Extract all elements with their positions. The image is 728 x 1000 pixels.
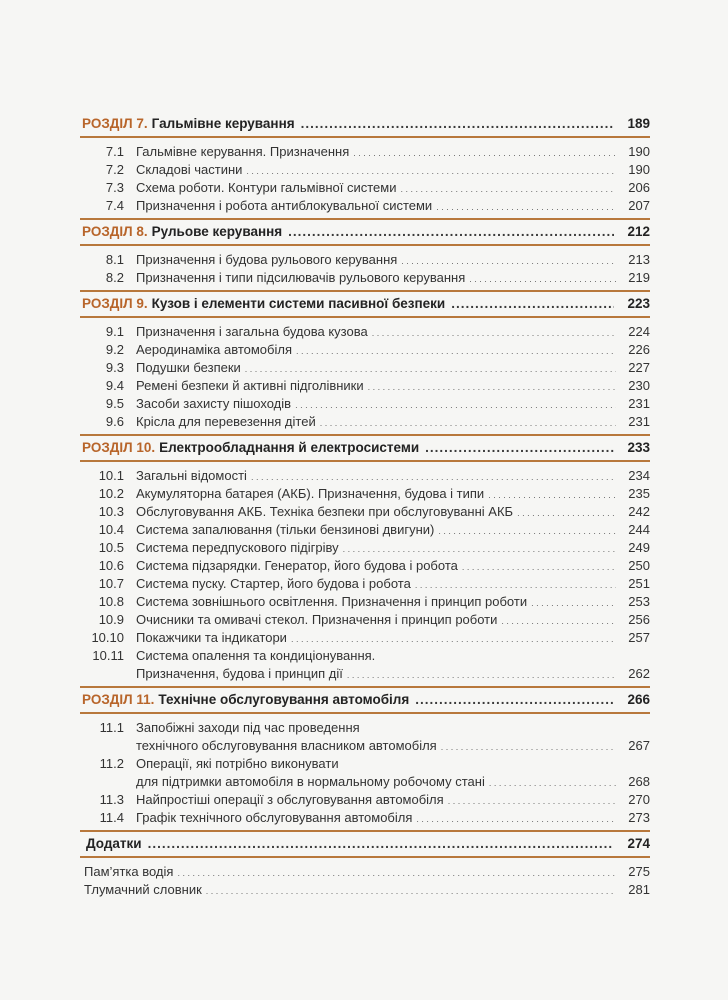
subsection-entry[interactable] [80, 629, 650, 647]
subsection-title: Система зовнішнього освітлення. Призначення і принцип роботи [136, 594, 528, 609]
subsection-title: Ремені безпеки й активні підголівники [136, 378, 364, 393]
dot-leader [501, 612, 616, 630]
subsection-number: 9.1 [105, 324, 124, 339]
appendix-entry-title: Пам’ятка водія [84, 864, 174, 879]
dot-leader [353, 144, 616, 162]
dot-leader [401, 252, 616, 270]
subsection-title: Крісла для перевезення дітей [136, 414, 316, 429]
dot-leader [488, 486, 616, 504]
section-page-number: 266 [627, 692, 650, 707]
subsection-title: Система запалювання (тільки бензинові двигуни) [136, 522, 435, 537]
subsection-page-number: 230 [628, 378, 650, 393]
subsection-entry[interactable] [80, 467, 650, 485]
subsection-title: Покажчики та індикатори [136, 630, 287, 645]
subsection-page-number: 251 [628, 576, 650, 591]
subsection-number: 8.2 [105, 270, 124, 285]
subsection-entry[interactable] [80, 575, 650, 593]
dot-leader [415, 576, 616, 594]
section-heading[interactable] [80, 220, 650, 246]
section-heading[interactable] [80, 436, 650, 462]
subsection-number: 10.6 [98, 558, 124, 573]
subsection-title: Очисники та омивачі стекол. Призначення і принцип роботи [136, 612, 498, 627]
subsection-title: Засоби захисту пішоходів [136, 396, 292, 411]
dot-leader [531, 594, 616, 612]
subsection-title: Гальмівне керування. Призначення [136, 144, 350, 159]
subsection-number: 10.1 [98, 468, 124, 483]
section-label: РОЗДІЛ 9. [82, 296, 148, 311]
subsection-number: 10.5 [98, 540, 124, 555]
subsection-entry[interactable] [80, 485, 650, 503]
subsection-page-number: 213 [628, 252, 650, 267]
subsection-list [80, 246, 650, 290]
subsection-entry[interactable] [80, 809, 650, 827]
subsection-page-number: 242 [628, 504, 650, 519]
toc-section [80, 112, 650, 220]
subsection-page-number: 262 [628, 666, 650, 681]
section-title: Рульове керування [151, 224, 283, 239]
subsection-number: 7.2 [105, 162, 124, 177]
dot-leader [469, 270, 616, 288]
appendix-heading[interactable] [80, 832, 650, 858]
section-heading[interactable] [80, 292, 650, 318]
section-label: РОЗДІЛ 10. [82, 440, 156, 455]
dot-leader [296, 342, 616, 360]
section-title: Кузов і елементи системи пасивної безпеки [151, 296, 446, 311]
dot-leader [148, 832, 614, 856]
subsection-entry[interactable] [80, 413, 650, 431]
subsection-entry[interactable] [80, 791, 650, 809]
subsection-page-number: 270 [628, 792, 650, 807]
dot-leader [246, 162, 616, 180]
appendix-page-number: 274 [627, 836, 650, 851]
subsection-page-number: 235 [628, 486, 650, 501]
subsection-title: Складові частини [136, 162, 243, 177]
toc-section [80, 436, 650, 688]
subsection-title: Система пуску. Стартер, його будова і робота [136, 576, 411, 591]
subsection-page-number: 206 [628, 180, 650, 195]
subsection-entry[interactable] [80, 521, 650, 539]
appendix-entry[interactable] [80, 863, 650, 881]
subsection-entry[interactable] [80, 377, 650, 395]
subsection-entry[interactable] [80, 161, 650, 179]
subsection-page-number: 244 [628, 522, 650, 537]
subsection-title: Обслуговування АКБ. Техніка безпеки при обслуговуванні АКБ [136, 504, 514, 519]
subsection-title: Призначення і загальна будова кузова [136, 324, 368, 339]
subsection-number: 11.1 [99, 720, 124, 735]
section-page-number: 189 [627, 116, 650, 131]
appendix-title: Додатки [86, 836, 142, 851]
subsection-list [80, 318, 650, 434]
subsection-entry[interactable] [80, 359, 650, 377]
subsection-entry[interactable] [80, 593, 650, 611]
appendix-entry-title: Тлумачний словник [84, 882, 202, 897]
section-page-number: 212 [627, 224, 650, 239]
subsection-number: 8.1 [105, 252, 124, 267]
toc-section [80, 220, 650, 292]
subsection-page-number: 234 [628, 468, 650, 483]
subsection-number: 7.1 [105, 144, 124, 159]
subsection-number: 9.5 [105, 396, 124, 411]
subsection-number: 9.4 [105, 378, 124, 393]
subsection-number: 10.3 [98, 504, 124, 519]
subsection-title: Призначення і типи підсилювачів рульового керування [136, 270, 466, 285]
subsection-title: Система передпускового підігріву [136, 540, 339, 555]
section-heading[interactable] [80, 688, 650, 714]
subsection-entry[interactable] [80, 197, 650, 215]
subsection-title: технічного обслуговування власником автомобіля [136, 738, 437, 753]
section-title: Гальмівне керування [151, 116, 295, 131]
dot-leader [451, 292, 614, 316]
subsection-page-number: 268 [628, 774, 650, 789]
section-label: РОЗДІЛ 7. [82, 116, 148, 131]
subsection-list [80, 138, 650, 218]
subsection-entry[interactable] [80, 341, 650, 359]
subsection-title: Запобіжні заходи під час проведення [136, 720, 360, 735]
subsection-number: 7.3 [105, 180, 124, 195]
subsection-page-number: 219 [628, 270, 650, 285]
subsection-page-number: 226 [628, 342, 650, 357]
appendix-list [80, 858, 650, 902]
section-page-number: 233 [627, 440, 650, 455]
subsection-list [80, 462, 650, 686]
subsection-title: Призначення і будова рульового керування [136, 252, 398, 267]
subsection-page-number: 249 [628, 540, 650, 555]
subsection-entry[interactable] [80, 611, 650, 629]
subsection-entry[interactable] [80, 557, 650, 575]
appendix-entry[interactable] [80, 881, 650, 899]
subsection-title: Подушки безпеки [136, 360, 241, 375]
subsection-title: Загальні відомості [136, 468, 247, 483]
subsection-entry[interactable] [80, 179, 650, 197]
subsection-number: 10.8 [98, 594, 124, 609]
subsection-page-number: 250 [628, 558, 650, 573]
dot-leader [301, 112, 614, 136]
subsection-title: Найпростіші операції з обслуговування автомобіля [136, 792, 444, 807]
dot-leader [416, 810, 616, 828]
subsection-title: Операції, які потрібно виконувати [136, 756, 339, 771]
dot-leader [489, 774, 616, 792]
dot-leader [245, 360, 616, 378]
subsection-entry[interactable] [80, 755, 650, 773]
subsection-number: 10.2 [98, 486, 124, 501]
dot-leader [436, 198, 616, 216]
dot-leader [415, 688, 614, 712]
subsection-number: 10.9 [98, 612, 124, 627]
subsection-number: 7.4 [105, 198, 124, 213]
subsection-entry-continued [80, 773, 650, 791]
toc-section [80, 688, 650, 832]
subsection-page-number: 190 [628, 162, 650, 177]
subsection-title: Схема роботи. Контури гальмівної системи [136, 180, 397, 195]
subsection-entry[interactable] [80, 251, 650, 269]
section-title: Технічне обслуговування автомобіля [158, 692, 410, 707]
subsection-number: 9.6 [105, 414, 124, 429]
dot-leader [441, 738, 616, 756]
subsection-title: Система опалення та кондиціонування. [136, 648, 376, 663]
subsection-title: Система підзарядки. Генератор, його будова і робота [136, 558, 458, 573]
dot-leader [291, 630, 616, 648]
subsection-page-number: 273 [628, 810, 650, 825]
subsection-page-number: 257 [628, 630, 650, 645]
subsection-page-number: 267 [628, 738, 650, 753]
subsection-title: Аеродинаміка автомобіля [136, 342, 292, 357]
dot-leader [462, 558, 616, 576]
dot-leader [343, 540, 616, 558]
dot-leader [288, 220, 614, 244]
subsection-entry-continued [80, 665, 650, 683]
subsection-entry[interactable] [80, 395, 650, 413]
dot-leader [448, 792, 616, 810]
subsection-page-number: 207 [628, 198, 650, 213]
subsection-entry[interactable] [80, 143, 650, 161]
subsection-entry[interactable] [80, 719, 650, 737]
subsection-page-number: 253 [628, 594, 650, 609]
subsection-page-number: 227 [628, 360, 650, 375]
dot-leader [251, 468, 616, 486]
subsection-page-number: 231 [628, 396, 650, 411]
subsection-title: Графік технічного обслуговування автомобіля [136, 810, 413, 825]
section-title: Електрообладнання й електросистеми [159, 440, 420, 455]
subsection-list [80, 714, 650, 830]
subsection-number: 10.11 [92, 648, 124, 663]
appendix-entry-page-number: 281 [628, 882, 650, 897]
subsection-entry[interactable] [80, 539, 650, 557]
toc-section [80, 292, 650, 436]
section-heading[interactable] [80, 112, 650, 138]
dot-leader [368, 378, 616, 396]
subsection-entry-continued [80, 737, 650, 755]
subsection-page-number: 231 [628, 414, 650, 429]
dot-leader [517, 504, 616, 522]
table-of-contents [80, 112, 650, 902]
subsection-title: для підтримки автомобіля в нормальному робочому стані [136, 774, 485, 789]
dot-leader [372, 324, 616, 342]
subsection-number: 11.3 [99, 792, 124, 807]
dot-leader [347, 666, 616, 684]
section-label: РОЗДІЛ 8. [82, 224, 148, 239]
subsection-page-number: 256 [628, 612, 650, 627]
dot-leader [206, 882, 616, 900]
section-label: РОЗДІЛ 11. [82, 692, 155, 707]
subsection-number: 11.2 [99, 756, 124, 771]
dot-leader [320, 414, 616, 432]
subsection-page-number: 190 [628, 144, 650, 159]
subsection-number: 10.7 [98, 576, 124, 591]
subsection-entry[interactable] [80, 323, 650, 341]
dot-leader [425, 436, 614, 460]
subsection-entry[interactable] [80, 503, 650, 521]
subsection-title: Акумуляторна батарея (АКБ). Призначення, будова і типи [136, 486, 485, 501]
appendix-section [80, 832, 650, 902]
subsection-page-number: 224 [628, 324, 650, 339]
dot-leader [438, 522, 616, 540]
subsection-number: 10.10 [91, 630, 124, 645]
dot-leader [295, 396, 616, 414]
appendix-entry-page-number: 275 [628, 864, 650, 879]
subsection-entry[interactable] [80, 647, 650, 665]
subsection-number: 9.3 [105, 360, 124, 375]
subsection-title: Призначення, будова і принцип дії [136, 666, 343, 681]
subsection-number: 10.4 [98, 522, 124, 537]
dot-leader [401, 180, 617, 198]
subsection-entry[interactable] [80, 269, 650, 287]
section-page-number: 223 [627, 296, 650, 311]
dot-leader [177, 864, 616, 882]
subsection-number: 11.4 [99, 810, 124, 825]
subsection-title: Призначення і робота антиблокувальної системи [136, 198, 433, 213]
subsection-number: 9.2 [105, 342, 124, 357]
